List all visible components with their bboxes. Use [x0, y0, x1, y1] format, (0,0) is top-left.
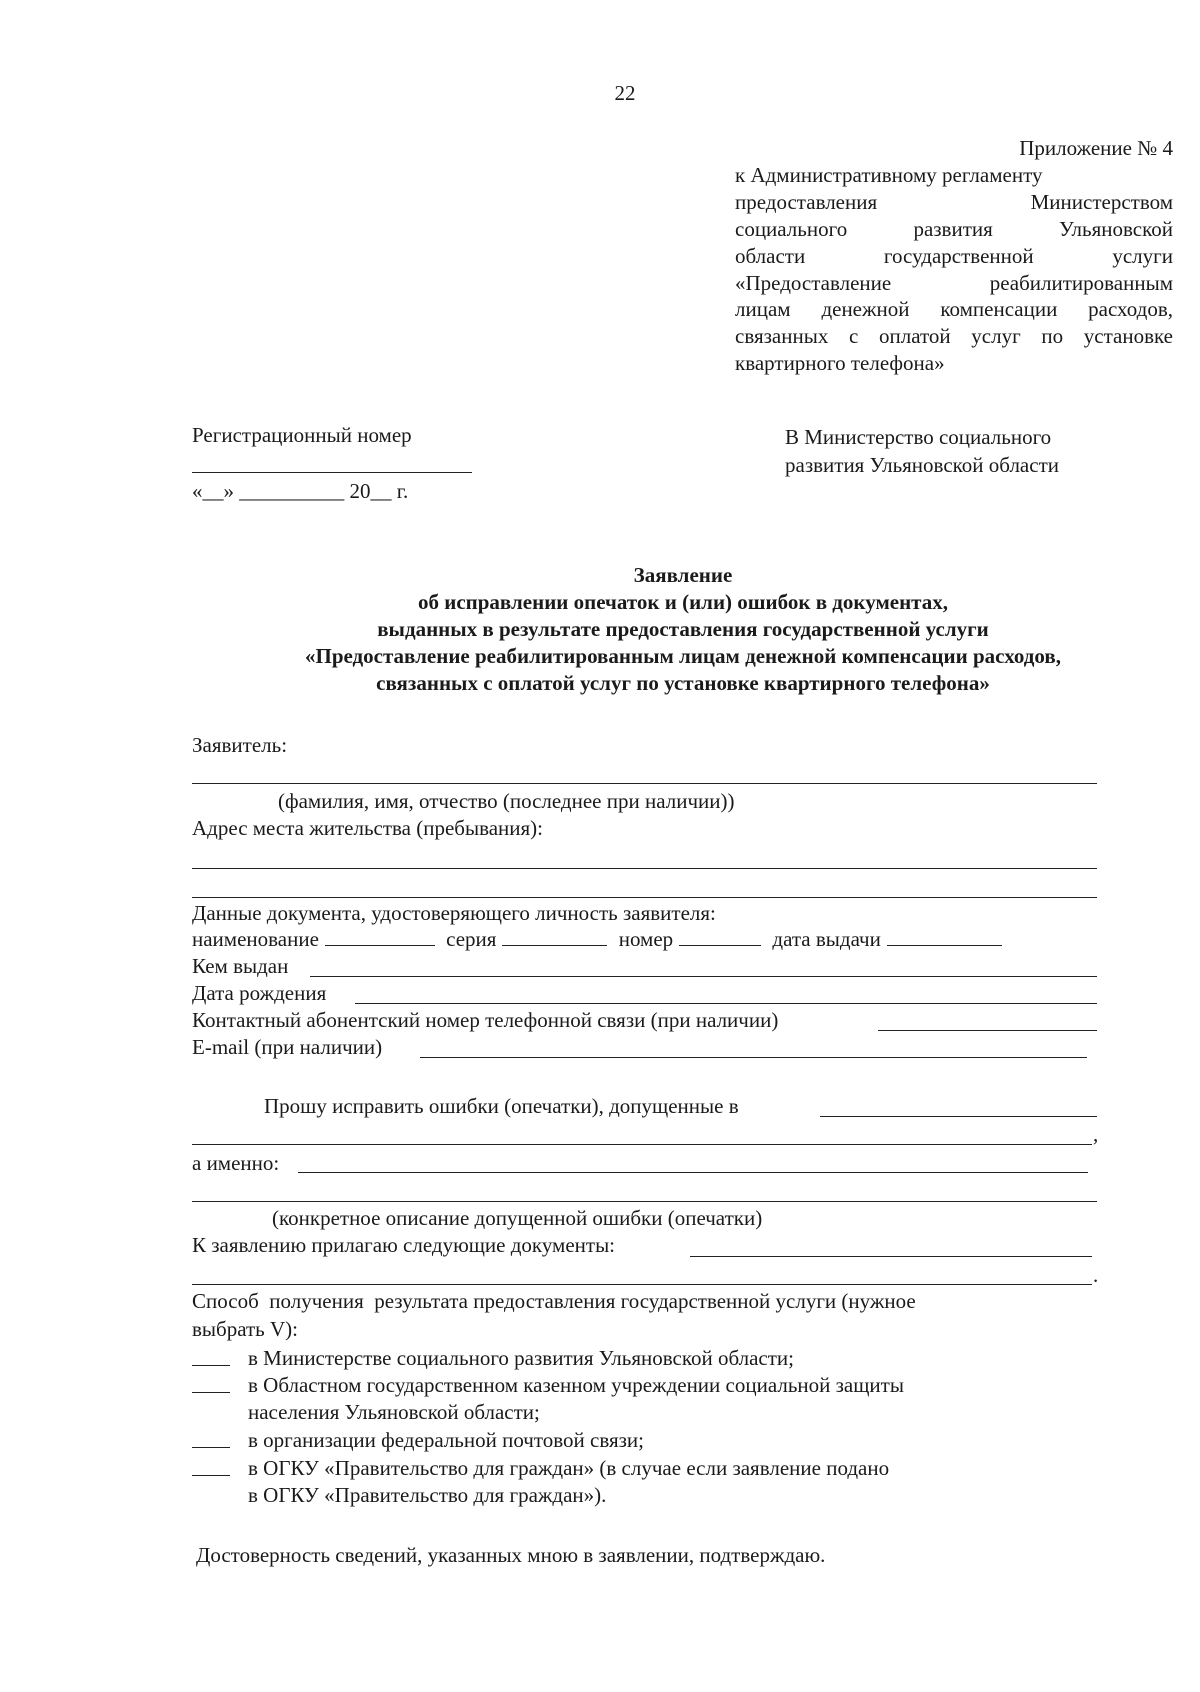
delivery-option-ogku-social[interactable]	[192, 1372, 1092, 1424]
confirmation-text: Достоверность сведений, указанных мною в заявлении, подтверждаю.	[196, 1543, 826, 1567]
registration-number-line[interactable]	[192, 472, 472, 473]
addressee-line2: развития Ульяновской области	[785, 453, 1059, 477]
address-field-2[interactable]	[192, 897, 1097, 898]
id-document-row	[192, 926, 1008, 953]
appendix-text	[735, 162, 1173, 377]
description-field[interactable]	[192, 1201, 1097, 1202]
doc-series-field[interactable]	[502, 944, 607, 946]
request-comma: ,	[1093, 1122, 1099, 1146]
appendix-line: предоставления Министерством	[735, 189, 1173, 214]
option-checkbox-blank[interactable]	[192, 1365, 230, 1366]
request-text: Прошу исправить ошибки (опечатки), допущенные в	[264, 1094, 739, 1118]
applicant-fio-field[interactable]	[192, 783, 1097, 784]
option-checkbox-blank[interactable]	[192, 1475, 230, 1476]
issued-by-field[interactable]	[310, 976, 1097, 977]
title-line: связанных с оплатой услуг по установке квартирного телефона»	[376, 670, 990, 695]
option-label: в организации федеральной почтовой связи;	[248, 1428, 645, 1452]
doc-name-field[interactable]	[325, 944, 435, 946]
attachments-field-2[interactable]	[192, 1284, 1092, 1285]
doc-issue-date-label: дата выдачи	[772, 927, 881, 951]
option-label-cont: в ОГКУ «Правительство для граждан»).	[248, 1483, 607, 1507]
attachments-period: .	[1093, 1263, 1099, 1287]
doc-name-label: наименование	[192, 927, 319, 951]
description-hint: (конкретное описание допущенной ошибки (опечатки)	[272, 1206, 763, 1230]
phone-label: Контактный абонентский номер телефонной связи (при наличии)	[192, 1008, 779, 1032]
birth-date-field[interactable]	[355, 1003, 1097, 1004]
appendix-line: лицам денежной компенсации расходов,	[735, 297, 1173, 322]
option-checkbox-blank[interactable]	[192, 1392, 230, 1393]
applicant-label: Заявитель:	[192, 733, 288, 757]
appendix-line: квартирного телефона»	[735, 351, 945, 376]
namely-field[interactable]	[298, 1172, 1088, 1173]
document-title	[192, 562, 1174, 696]
id-document-heading: Данные документа, удостоверяющего личность заявителя:	[192, 901, 716, 925]
option-label: в Министерстве социального развития Ульяновской области;	[248, 1346, 794, 1370]
delivery-option-mfc[interactable]	[192, 1455, 1092, 1507]
doc-number-field[interactable]	[679, 944, 761, 946]
phone-field[interactable]	[878, 1030, 1097, 1031]
birth-date-label: Дата рождения	[192, 981, 327, 1005]
email-field[interactable]	[420, 1057, 1087, 1058]
addressee-line1: В Министерство социального	[785, 425, 1052, 449]
attachments-field[interactable]	[690, 1256, 1092, 1257]
doc-number-label: номер	[618, 927, 674, 951]
option-label-cont: населения Ульяновской области;	[248, 1400, 540, 1424]
registration-label: Регистрационный номер	[192, 423, 412, 447]
appendix-line: «Предоставление реабилитированным	[735, 270, 1173, 295]
doc-series-label: серия	[446, 927, 497, 951]
issued-by-label: Кем выдан	[192, 954, 289, 978]
doc-issue-date-field[interactable]	[887, 944, 1002, 946]
title-line: выданных в результате предоставления государственной услуги	[377, 616, 989, 641]
attachments-label: К заявлению прилагаю следующие документы:	[192, 1233, 616, 1257]
appendix-line: социального развития Ульяновской	[735, 216, 1173, 241]
namely-label: а именно:	[192, 1151, 280, 1175]
option-checkbox-blank[interactable]	[192, 1447, 230, 1448]
title-line: об исправлении опечаток и (или) ошибок в документах,	[417, 589, 948, 614]
appendix-label: Приложение № 4	[1019, 136, 1173, 160]
request-doc-field-2[interactable]	[192, 1144, 1092, 1145]
appendix-line: связанных с оплатой услуг по установке	[735, 324, 1173, 349]
title-line: Заявление	[633, 563, 733, 587]
delivery-heading: Способ получения результата предоставления государственной услуги (нужное	[192, 1289, 916, 1313]
registration-date-line[interactable]: «__» __________ 20__ г.	[192, 479, 409, 503]
address-field-1[interactable]	[192, 868, 1097, 869]
page-number: 22	[614, 81, 636, 105]
title-line: «Предоставление реабилитированным лицам денежной компенсации расходов,	[304, 643, 1061, 668]
request-doc-field[interactable]	[820, 1116, 1097, 1117]
email-label: E-mail (при наличии)	[192, 1035, 383, 1059]
appendix-line: к Административному регламенту	[735, 163, 1043, 187]
option-label: в Областном государственном казенном учреждении социальной защиты	[248, 1373, 904, 1397]
address-label: Адрес места жительства (пребывания):	[192, 816, 544, 840]
appendix-line: области государственной услуги	[735, 243, 1173, 268]
option-label: в ОГКУ «Правительство для граждан» (в случае если заявление подано	[248, 1456, 890, 1480]
delivery-heading-2: выбрать V):	[192, 1317, 298, 1341]
applicant-fio-hint: (фамилия, имя, отчество (последнее при наличии))	[278, 789, 735, 813]
